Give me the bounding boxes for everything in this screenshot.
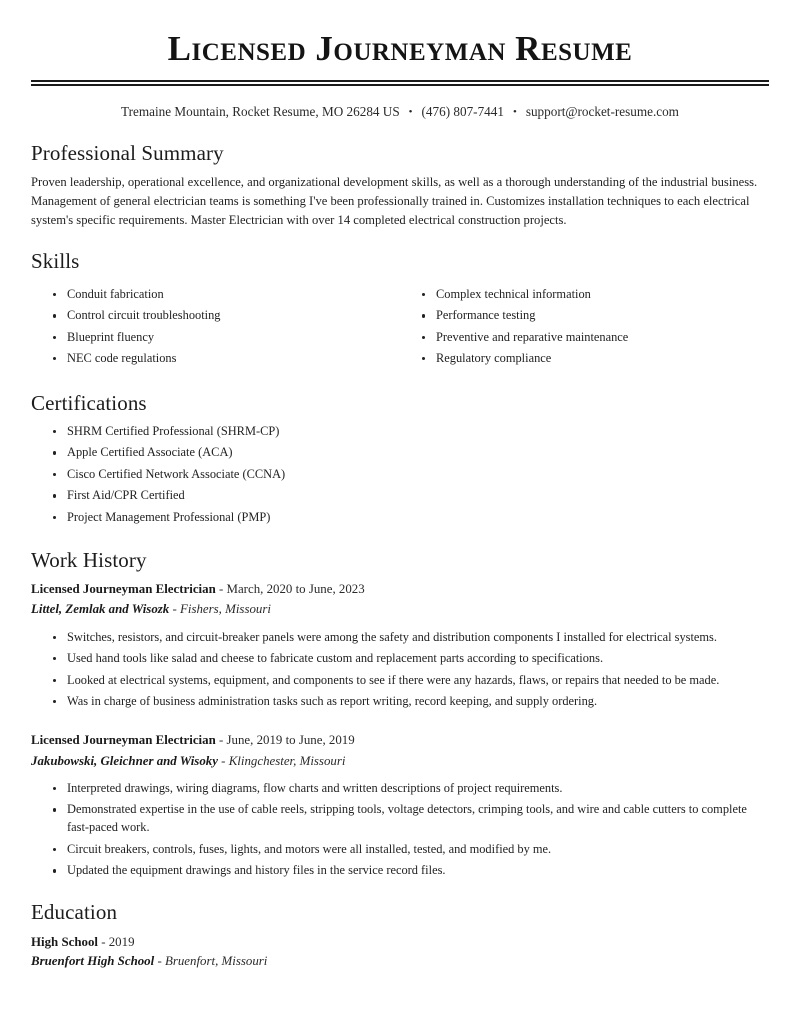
skills-list-left (31, 286, 400, 368)
company-dash: - (169, 602, 180, 617)
list-item: Apple Certified Associate (ACA) (53, 444, 769, 462)
section-skills (31, 249, 769, 372)
skills-list-right (400, 286, 769, 368)
list-item: Regulatory compliance (422, 350, 769, 368)
contact-address: Tremaine Mountain, Rocket Resume, MO 26284 US (121, 104, 400, 120)
list-item: Control circuit troubleshooting (53, 307, 400, 325)
list-item: Was in charge of business administration tasks such as report writing, record keeping, and supply ordering. (53, 693, 769, 711)
education-degree: High School (31, 934, 98, 949)
section-education (31, 900, 769, 971)
list-item: Looked at electrical systems, equipment, and components to see if there were any hazards, flaws, or repairs that needed to be made. (53, 672, 769, 690)
list-item: Used hand tools like salad and cheese to fabricate custom and replacement parts according to specifications. (53, 650, 769, 668)
contact-email: support@rocket-resume.com (525, 104, 679, 120)
job-title-line (31, 580, 769, 599)
company-name: Jakubowski, Gleichner and Wisoky (31, 753, 218, 768)
list-item: Demonstrated expertise in the use of cable reels, stripping tools, voltage detectors, crimping tools, and wire and cable cutters to complete fast-paced work. (53, 801, 769, 837)
list-item: Circuit breakers, controls, fuses, lights, and motors were all installed, tested, and modified by me. (53, 841, 769, 859)
summary-text: Proven leadership, operational excellence, and organizational development skills, as well as a thorough understanding of the industrial business. Management of general electrician teams is something I've been professionally trained in. Customizes installation techniques to each electrical system's specific requirements. Master Electrician with over 14 completed electrical construction projects. (31, 174, 758, 228)
list-item: First Aid/CPR Certified (53, 487, 769, 505)
section-professional-summary (31, 141, 769, 231)
list-item: Interpreted drawings, wiring diagrams, flow charts and written descriptions of project requirements. (53, 780, 769, 798)
job-title: Licensed Journeyman Electrician (31, 733, 216, 748)
company-location: Fishers, Missouri (179, 602, 271, 617)
job-header (31, 731, 769, 880)
title-divider (31, 80, 769, 86)
job-dates: March, 2020 to June, 2023 (226, 582, 365, 597)
list-item: Conduit fabrication (53, 286, 400, 304)
company-location: Klingchester, Missouri (228, 753, 346, 768)
work-history-entry (31, 580, 769, 711)
section-heading-education: Education (31, 900, 118, 925)
company-line (31, 600, 769, 619)
list-item: Project Management Professional (PMP) (53, 509, 769, 527)
education-dash-2: - (154, 953, 165, 968)
contact-separator-1: • (408, 106, 413, 119)
education-school: Bruenfort High School (31, 953, 155, 968)
company-line (31, 752, 769, 771)
list-item: Switches, resistors, and circuit-breaker panels were among the safety and distribution components I installed for electrical systems. (53, 629, 769, 647)
section-heading-work-history: Work History (31, 547, 147, 572)
company-name: Littel, Zemlak and Wisozk (31, 602, 170, 617)
job-dates: June, 2019 to June, 2019 (226, 733, 355, 748)
list-item: Cisco Certified Network Associate (CCNA) (53, 466, 769, 484)
list-item: Updated the equipment drawings and history files in the service record files. (53, 862, 769, 880)
section-certifications (31, 391, 769, 527)
contact-separator-2: • (512, 106, 517, 119)
contact-phone: (476) 807-7441 (421, 104, 504, 120)
job-responsibilities-list (31, 780, 769, 880)
job-responsibilities-list (31, 629, 769, 711)
section-work-history (31, 548, 769, 880)
job-title: Licensed Journeyman Electrician (31, 582, 216, 597)
education-dash: - (97, 934, 109, 949)
contact-line (31, 103, 769, 121)
education-degree-line (31, 933, 769, 952)
skills-columns (31, 281, 769, 372)
list-item: NEC code regulations (53, 350, 400, 368)
certifications-list (31, 423, 769, 527)
education-school-line (31, 952, 769, 971)
work-history-entry (31, 731, 769, 880)
education-location: Bruenfort, Missouri (164, 953, 268, 968)
list-item: Complex technical information (422, 286, 769, 304)
list-item: Blueprint fluency (53, 329, 400, 347)
section-heading-skills: Skills (31, 248, 80, 273)
list-item: Performance testing (422, 307, 769, 325)
job-dash: - (215, 582, 227, 597)
education-year: 2019 (108, 934, 135, 949)
list-item: Preventive and reparative maintenance (422, 329, 769, 347)
job-dash: - (215, 733, 227, 748)
section-heading-summary: Professional Summary (31, 140, 224, 165)
job-header (31, 580, 769, 711)
skills-column-left (31, 281, 400, 372)
section-heading-certifications: Certifications (31, 390, 147, 415)
company-dash: - (217, 753, 229, 768)
education-entry (31, 933, 769, 972)
job-title-line (31, 731, 769, 750)
page-title: Licensed Journeyman Resume (167, 29, 633, 68)
list-item: SHRM Certified Professional (SHRM-CP) (53, 423, 769, 441)
skills-column-right (400, 281, 769, 372)
